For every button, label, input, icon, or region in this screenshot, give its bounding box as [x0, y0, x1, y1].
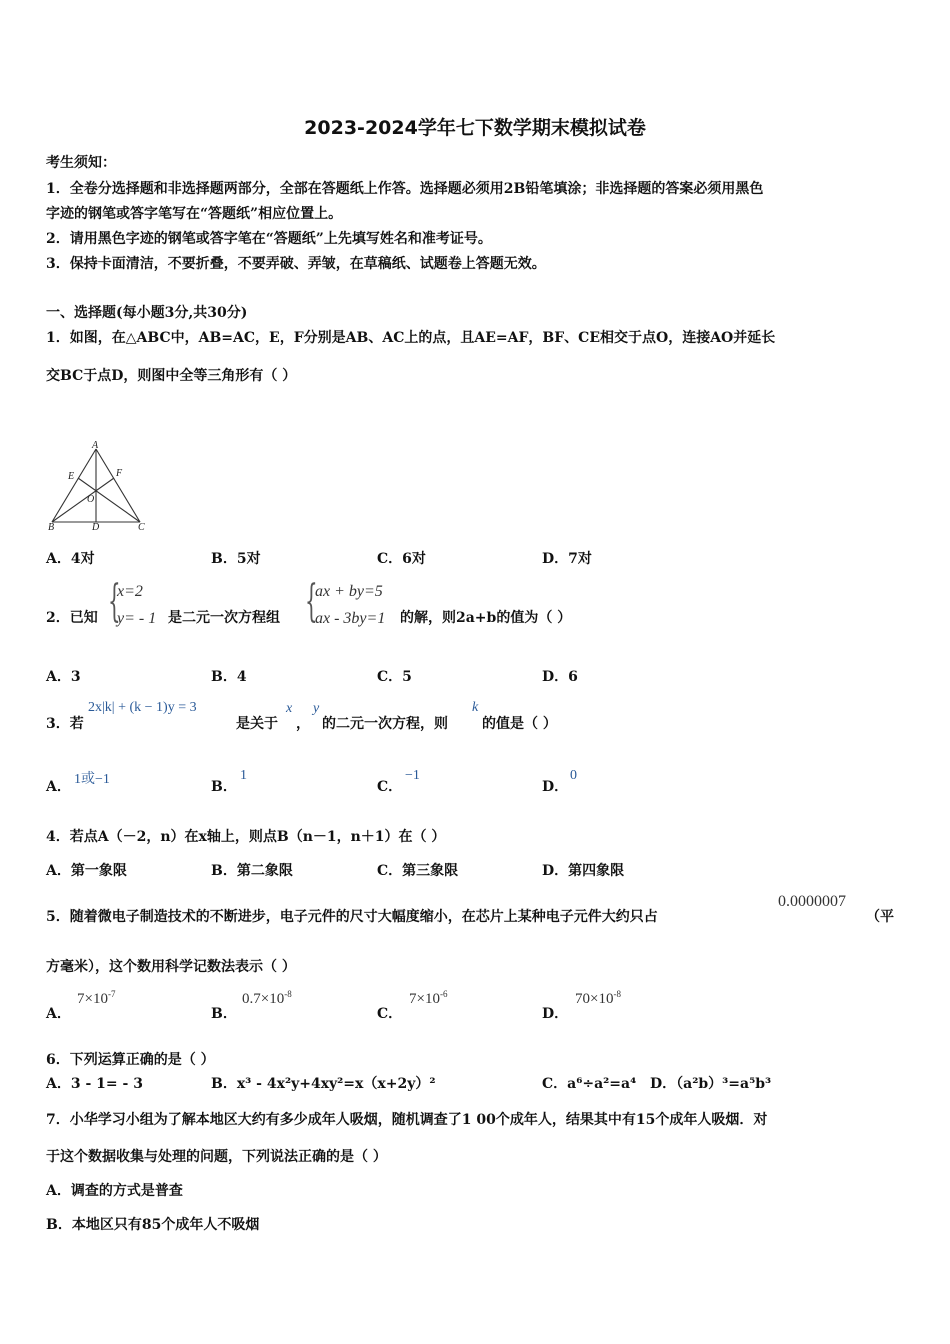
q5-option-d-value[interactable]: $70\times 10^{-8}$	[575, 989, 621, 1007]
q3-option-c-label[interactable]: C．	[377, 779, 403, 795]
q4-option-c[interactable]: C．第三象限	[377, 863, 459, 879]
q6-stem: 6．下列运算正确的是（ ）	[46, 1052, 215, 1068]
q3-comma: ，	[296, 716, 310, 732]
label-f: F	[116, 468, 123, 479]
label-a: A	[92, 440, 99, 451]
label-c: C	[138, 522, 145, 532]
q3-var-k: k	[472, 700, 479, 715]
q3-option-b-value[interactable]: 1	[240, 768, 247, 783]
q6-option-a[interactable]: A．3 - 1= - 3	[46, 1076, 143, 1092]
q5-option-b-label[interactable]: B．	[211, 1006, 237, 1022]
notice-item-2: 2．请用黑色字迹的钢笔或答字笔在“答题纸”上先填写姓名和准考证号。	[46, 231, 492, 247]
q5-stem-line2: 方毫米），这个数用科学记数法表示（ ）	[46, 959, 296, 975]
q3-suffix: 的值是（ ）	[482, 716, 557, 732]
q1-option-b[interactable]: B．5对	[211, 551, 261, 567]
q2-sys2-eq2: ax - 3by=1	[315, 610, 386, 627]
q7-option-a[interactable]: A．调查的方式是普查	[46, 1183, 183, 1199]
q2-prefix: 2．已知	[46, 610, 98, 626]
label-e: E	[68, 471, 75, 482]
q1-option-c[interactable]: C．6对	[377, 551, 426, 567]
q2-option-c[interactable]: C．5	[377, 669, 412, 685]
q3-var-x: x	[286, 701, 293, 716]
q5-option-b-value[interactable]: $0.7\times 10^{-8}$	[242, 989, 292, 1007]
q2-sys1-eq2: y= - 1	[117, 610, 157, 627]
q5-option-c-label[interactable]: C．	[377, 1006, 403, 1022]
q7-stem-line2: 于这个数据收集与处理的问题，下列说法正确的是（ ）	[46, 1149, 387, 1165]
q1-option-a[interactable]: A．4对	[46, 551, 95, 567]
q2-mid: 是二元一次方程组	[168, 610, 280, 626]
q1-option-d[interactable]: D．7对	[542, 551, 592, 567]
q4-option-d[interactable]: D．第四象限	[542, 863, 625, 879]
q3-prefix: 3．若	[46, 716, 84, 732]
q3-equation: 2x|k| + (k − 1)y = 3	[88, 700, 197, 715]
section-heading: 一、选择题(每小题3分,共30分)	[46, 305, 248, 321]
q3-mid2: 的二元一次方程，则	[322, 716, 448, 732]
q3-option-b-label[interactable]: B．	[211, 779, 237, 795]
notice-item-1: 1．全卷分选择题和非选择题两部分，全部在答题纸上作答。选择题必须用2B铅笔填涂；非选择题的答案必须用黑色	[46, 181, 764, 197]
q6-option-c[interactable]: C．a⁶÷a²=a⁴	[542, 1076, 637, 1092]
page-title: 2023-2024学年七下数学期末模拟试卷	[304, 117, 646, 139]
q3-option-a-label[interactable]: A．	[46, 779, 71, 795]
q4-option-a[interactable]: A．第一象限	[46, 863, 127, 879]
q5-option-a-label[interactable]: A．	[46, 1006, 71, 1022]
q5-number: 0.0000007	[778, 893, 846, 910]
q3-var-y: y	[313, 701, 320, 716]
triangle-figure	[44, 440, 154, 532]
q2-sys1-eq1: x=2	[117, 583, 143, 600]
q6-option-d[interactable]: D．（a²b）³=a⁵b³	[650, 1076, 772, 1092]
q4-stem: 4．若点A（－2，n）在x轴上，则点B（n－1，n＋1）在（ ）	[46, 829, 446, 845]
q4-option-b[interactable]: B．第二象限	[211, 863, 293, 879]
q1-stem-line2: 交BC于点D，则图中全等三角形有（ ）	[46, 368, 297, 384]
left-brace-icon: {	[108, 576, 121, 627]
q6-option-b[interactable]: B．x³ - 4x²y+4xy²=x（x+2y）²	[211, 1076, 436, 1092]
q5-stem-line1: 5．随着微电子制造技术的不断进步，电子元件的尺寸大幅度缩小，在芯片上某种电子元件大约只占	[46, 909, 658, 925]
q5-option-d-label[interactable]: D．	[542, 1006, 569, 1022]
q3-option-a-value[interactable]: 1或−1	[74, 772, 110, 787]
q2-option-d[interactable]: D．6	[542, 669, 578, 685]
q2-option-a[interactable]: A．3	[46, 669, 81, 685]
q7-stem-line1: 7．小华学习小组为了解本地区大约有多少成年人吸烟，随机调查了1 00个成年人，结果其中有15个成年人吸烟．对	[46, 1112, 768, 1128]
q7-option-b[interactable]: B．本地区只有85个成年人不吸烟	[46, 1217, 260, 1233]
q3-option-c-value[interactable]: −1	[405, 768, 420, 783]
q5-option-a-value[interactable]: $7\times 10^{-7}$	[77, 989, 116, 1007]
q1-stem-line1: 1．如图，在△ABC中，AB=AC，E，F分别是AB、AC上的点，且AE=AF，BF、CE相交于点O，连接AO并延长	[46, 330, 776, 346]
q3-option-d-value[interactable]: 0	[570, 768, 577, 783]
notice-item-3: 3．保持卡面清洁，不要折叠，不要弄破、弄皱，在草稿纸、试题卷上答题无效。	[46, 256, 546, 272]
q2-sys2-eq1: ax + by=5	[315, 583, 383, 600]
label-b: B	[48, 522, 55, 532]
q2-option-b[interactable]: B．4	[211, 669, 247, 685]
notice-heading: 考生须知：	[46, 155, 116, 171]
q2-suffix: 的解，则2a+b的值为（ ）	[400, 610, 572, 626]
notice-item-1-cont: 字迹的钢笔或答字笔写在“答题纸”相应位置上。	[46, 206, 343, 222]
label-o: O	[87, 494, 95, 505]
label-d: D	[92, 522, 100, 532]
left-brace-icon: {	[305, 576, 318, 627]
q3-option-d-label[interactable]: D．	[542, 779, 569, 795]
q5-unit-open: （平	[866, 909, 894, 925]
q5-option-c-value[interactable]: $7\times 10^{-6}$	[409, 989, 448, 1007]
q3-mid1: 是关于	[236, 716, 278, 732]
